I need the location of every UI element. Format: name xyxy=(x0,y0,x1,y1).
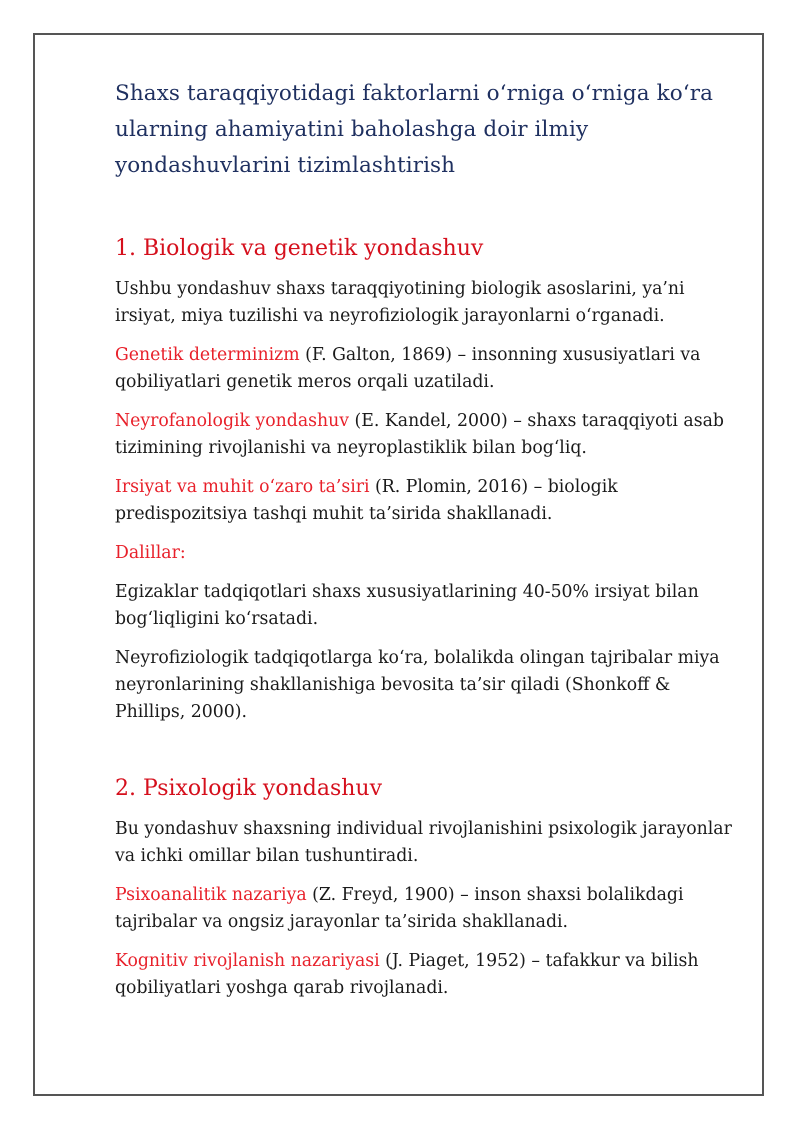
section-heading-psychological: 2. Psixologik yondashuv xyxy=(115,776,382,801)
theory-term: Irsiyat va muhit o‘zaro ta’siri xyxy=(115,477,370,497)
theory-description: (Z. Freyd, 1900) – inson shaxsi bolalikdagi tajribalar va ongsiz jarayonlar ta’sirida shakllanadi. xyxy=(115,885,684,932)
theory-description: (R. Plomin, 2016) – biologik predispozitsiya tashqi muhit ta’sirida shakllanadi. xyxy=(115,477,618,524)
theory-term: Psixoanalitik nazariya xyxy=(115,885,307,905)
theory-item xyxy=(115,342,740,396)
evidence-item: Egizaklar tadqiqotlari shaxs xususiyatlarining 40-50% irsiyat bilan bog‘liqligini ko‘rsatadi. xyxy=(115,582,699,629)
theory-item xyxy=(115,408,740,462)
section-intro: Bu yondashuv shaxsning individual rivojlanishini psixologik jarayonlar va ichki omillar bilan tushuntiradi. xyxy=(115,819,732,866)
theory-item xyxy=(115,474,740,528)
theory-item xyxy=(115,882,740,936)
section-heading-biological: 1. Biologik va genetik yondashuv xyxy=(115,236,484,261)
theory-item xyxy=(115,948,740,1002)
theory-term: Kognitiv rivojlanish nazariyasi xyxy=(115,951,380,971)
theory-description: (E. Kandel, 2000) – shaxs taraqqiyoti asab tizimining rivojlanishi va neyroplastiklik bilan bog‘liq. xyxy=(115,411,724,458)
document-title: Shaxs taraqqiyotidagi faktorlarni oʻrniga oʻrniga koʻra ularning ahamiyatini baholashga doir ilmiy yondashuvlarini tizimlashtirish xyxy=(115,81,713,178)
theory-description: (J. Piaget, 1952) – tafakkur va bilish qobiliyatlari yoshga qarab rivojlanadi. xyxy=(115,951,699,998)
theory-description: (F. Galton, 1869) – insonning xususiyatlari va qobiliyatlari genetik meros orqali uzatiladi. xyxy=(115,345,701,392)
evidence-item: Neyrofiziologik tadqiqotlarga ko‘ra, bolalikda olingan tajribalar miya neyronlarining shakllanishiga bevosita ta’sir qiladi (Shonkoff & Phillips, 2000). xyxy=(115,648,720,722)
section-intro: Ushbu yondashuv shaxs taraqqiyotining biologik asoslarini, ya’ni irsiyat, miya tuzilishi va neyrofiziologik jarayonlarni o‘rganadi. xyxy=(115,279,685,326)
theory-term: Neyrofanologik yondashuv xyxy=(115,411,350,431)
document-body xyxy=(115,76,740,1002)
theory-term: Genetik determinizm xyxy=(115,345,300,365)
evidence-label: Dalillar: xyxy=(115,543,186,563)
